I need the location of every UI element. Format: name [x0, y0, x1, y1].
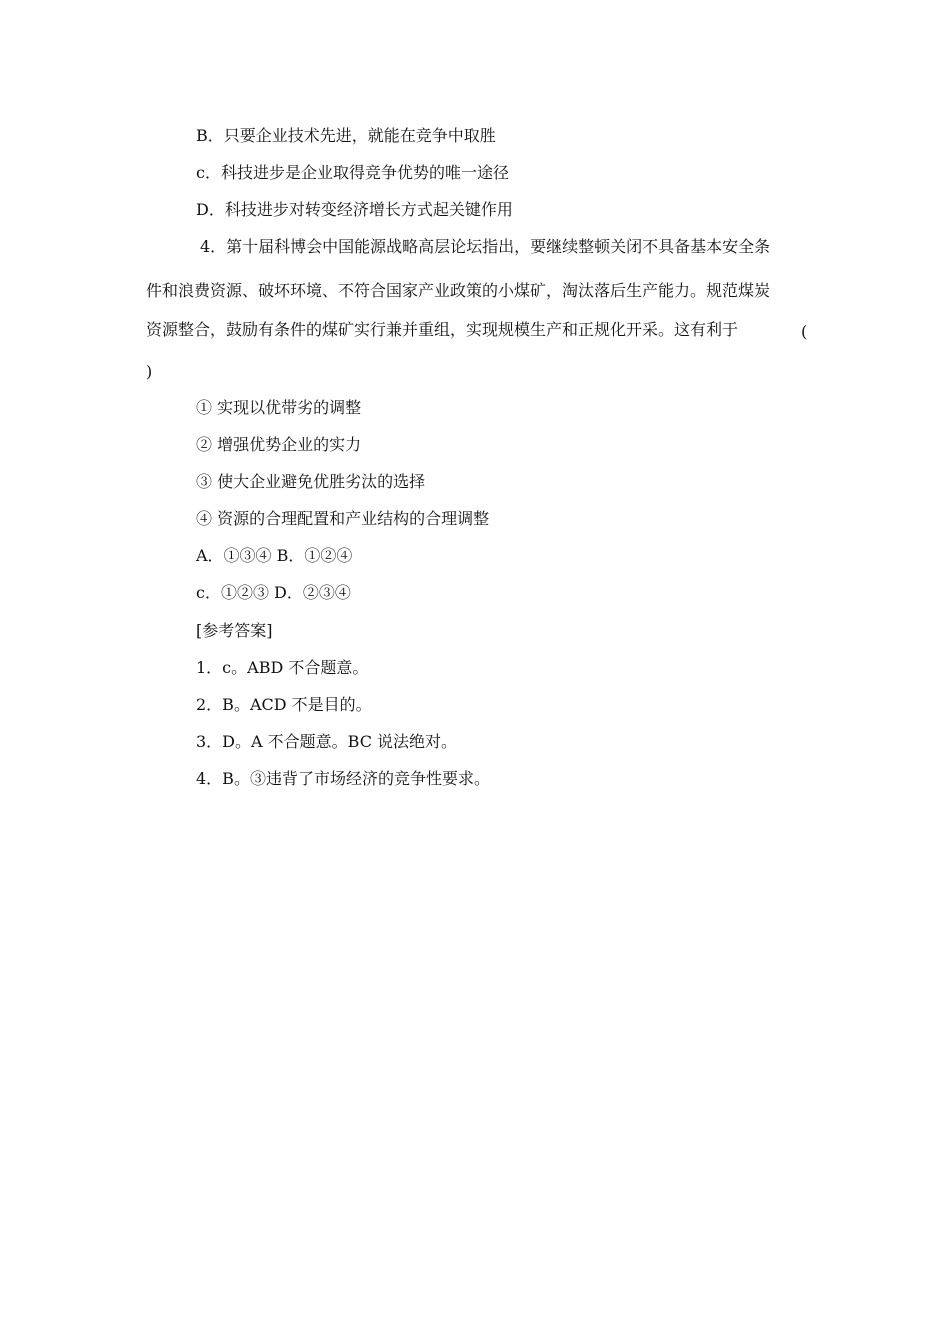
- answers-heading: [参考答案]: [196, 621, 273, 640]
- q4-item-1: ① 实现以优带劣的调整: [196, 398, 362, 417]
- q4-item-3: ③ 使大企业避免优胜劣汰的选择: [196, 472, 426, 491]
- q4-stem-line-1: 4．第十届科博会中国能源战略高层论坛指出，要继续整顿关闭不具备基本安全条: [200, 237, 771, 256]
- q4-stem-line-3: 资源整合，鼓励有条件的煤矿实行兼并重组，实现规模生产和正规化开采。这有利于: [146, 320, 739, 339]
- q3-option-c: c．科技进步是企业取得竞争优势的唯一途径: [196, 163, 509, 182]
- answer-4: 4．B。③违背了市场经济的竞争性要求。: [196, 769, 490, 788]
- answer-2: 2．B。ACD 不是目的。: [196, 695, 372, 714]
- q3-option-b: B．只要企业技术先进，就能在竞争中取胜: [196, 126, 496, 145]
- q4-stem-line-2: 件和浪费资源、破坏环境、不符合国家产业政策的小煤矿，淘汰落后生产能力。规范煤炭: [146, 281, 771, 300]
- q3-option-d: D．科技进步对转变经济增长方式起关键作用: [196, 200, 513, 219]
- answer-1: 1．c。ABD 不合题意。: [196, 658, 369, 677]
- q4-options-ab: A．①③④ B．①②④: [196, 546, 353, 565]
- q4-answer-paren-close: ): [146, 362, 153, 381]
- q4-answer-paren-open: (: [801, 322, 808, 341]
- q4-options-cd: c．①②③ D．②③④: [196, 583, 351, 602]
- q4-item-4: ④ 资源的合理配置和产业结构的合理调整: [196, 509, 490, 528]
- answer-3: 3．D。A 不合题意。BC 说法绝对。: [196, 732, 458, 751]
- q4-item-2: ② 增强优势企业的实力: [196, 435, 362, 454]
